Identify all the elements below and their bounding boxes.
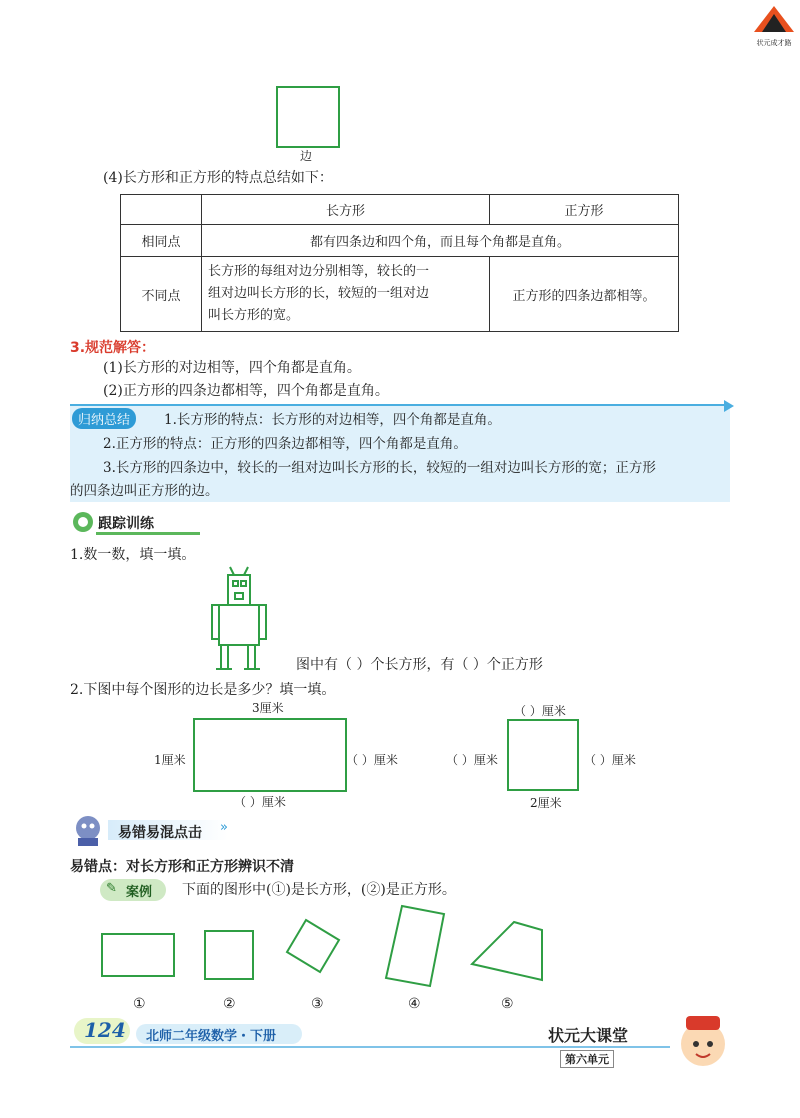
case-badge [100, 879, 166, 901]
shape-label-2: ② [223, 996, 236, 1012]
top-square-figure [274, 84, 342, 150]
rect-line-3: 叫长方形的宽。 [208, 308, 300, 323]
table-header-rect: 长方形 [202, 195, 490, 225]
practice-underline [96, 532, 200, 535]
answer-line-1: (1)长方形的对边相等，四个角都是直角。 [103, 360, 361, 376]
summary-line-2: 2.正方形的特点：正方形的四条边都相等，四个角都是直角。 [103, 436, 467, 452]
square-top-label: （ ）厘米 [514, 704, 566, 718]
comparison-table [120, 194, 679, 332]
rect-right-label: （ ）厘米 [346, 753, 398, 767]
table-header-square: 正方形 [490, 195, 679, 225]
summary-badge: 归纳总结 [72, 408, 136, 429]
summary-line-3: 3.长方形的四条边中，较长的一组对边叫长方形的长，较短的一组对边叫长方形的宽；正方形 [103, 460, 656, 476]
book-title: 北师二年级数学・下册 [146, 1029, 277, 1044]
rect-line-2: 组对边叫长方形的长，较短的一组对边 [208, 286, 430, 301]
footer-line [70, 1046, 670, 1048]
practice-q1: 1.数一数，填一填。 [70, 547, 196, 563]
square-right-label: （ ）厘米 [584, 753, 636, 767]
rect-bottom-label: （ ）厘米 [234, 795, 286, 809]
shape-1-rectangle [102, 934, 174, 976]
logo-text: 状元成才路 [756, 39, 792, 47]
square-bottom-label: 2厘米 [530, 796, 562, 810]
table-header-empty [121, 195, 202, 225]
shape-label-5: ⑤ [501, 996, 514, 1012]
double-chevron-icon: » [220, 820, 228, 835]
mistake-title: 易错易混点击 [118, 825, 202, 841]
summary-top-bar [70, 404, 730, 406]
square-figure [506, 718, 580, 792]
case-badge-label: 案例 [126, 885, 153, 900]
rect-left-label: 1厘米 [154, 753, 186, 767]
shape-4-tilted-rectangle [386, 906, 444, 986]
top-figure-label: 边 [300, 149, 313, 163]
square-left-label: （ ）厘米 [446, 753, 498, 767]
rect-line-1: 长方形的每组对边分别相等，较长的一 [208, 264, 430, 279]
answer-line-2: (2)正方形的四条边都相等，四个角都是直角。 [103, 383, 389, 399]
table-row-same-text: 都有四条边和四个角，而且每个角都是直角。 [202, 225, 679, 257]
cartoon-character-icon [70, 812, 108, 848]
practice-icon [70, 510, 96, 534]
table-row-diff-rect [202, 257, 490, 332]
shape-3-tilted-square [287, 920, 339, 972]
practice-title: 跟踪训练 [98, 516, 154, 532]
shape-5-quadrilateral [472, 922, 542, 980]
shape-2-square [205, 931, 253, 979]
mascot-icon [668, 1008, 738, 1074]
shape-label-4: ④ [408, 996, 421, 1012]
robot-figure [208, 565, 270, 673]
practice-q1-answer: 图中有（ ）个长方形，有（ ）个正方形 [296, 657, 543, 673]
summary-line-4: 的四条边叫正方形的边。 [70, 483, 219, 499]
arrow-right-icon [724, 400, 734, 412]
rect-top-label: 3厘米 [252, 701, 284, 715]
brand-name: 状元大课堂 [548, 1026, 629, 1045]
case-text: 下面的图形中(①)是长方形，(②)是正方形。 [182, 882, 456, 898]
shapes-row [96, 900, 556, 990]
publisher-logo [752, 4, 796, 46]
answer-title: 3.规范解答： [70, 340, 156, 356]
pencil-icon: ✎ [106, 881, 117, 896]
unit-label: 第六单元 [560, 1050, 614, 1068]
page-number: 124 [84, 1018, 126, 1042]
mistake-point: 易错点：对长方形和正方形辨识不清 [70, 859, 294, 875]
practice-q2: 2.下图中每个图形的边长是多少？填一填。 [70, 682, 336, 698]
shape-label-1: ① [133, 996, 146, 1012]
table-row-same-label: 相同点 [121, 225, 202, 257]
item-4-text: (4)长方形和正方形的特点总结如下： [103, 170, 333, 186]
shape-label-3: ③ [311, 996, 324, 1012]
summary-line-1: 1.长方形的特点：长方形的对边相等，四个角都是直角。 [164, 412, 501, 428]
logo-triangle-icon [752, 4, 796, 34]
rectangle-figure [192, 717, 348, 793]
table-row-diff-square: 正方形的四条边都相等。 [490, 257, 679, 332]
table-row-diff-label: 不同点 [121, 257, 202, 332]
